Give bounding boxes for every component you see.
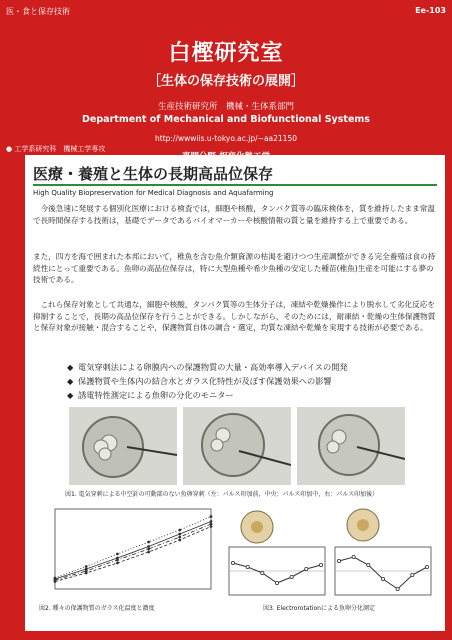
- fig2-data-point: [178, 536, 181, 539]
- lab-url[interactable]: http://wwwiis.u-tokyo.ac.jp/~aa21150: [155, 134, 297, 143]
- bullet-text: 誘電特性測定による魚卵の分化のモニター: [78, 390, 234, 400]
- fig3-data-point: [411, 573, 414, 576]
- egg-inset-yolk-2: [357, 519, 369, 531]
- fig3-data-point: [381, 577, 384, 580]
- fig3-data-point: [305, 567, 308, 570]
- fig2-data-point: [85, 570, 88, 573]
- fig2-data-point: [178, 529, 181, 532]
- title-underline: [33, 184, 437, 186]
- fig2-data-point: [116, 559, 119, 562]
- fig3-data-point: [367, 563, 370, 566]
- document-code: Ee-103: [415, 6, 446, 15]
- fig3-figure-svg: [223, 501, 439, 603]
- fig2-data-point: [210, 523, 213, 526]
- fig2-background: [33, 501, 221, 603]
- institute-japanese: 生産技術研究所 機械・生体系部門: [157, 102, 294, 112]
- fig3-data-point: [231, 561, 234, 564]
- fig2-data-point: [147, 551, 150, 554]
- institute-english: Department of Mechanical and Biofunctional Systems: [82, 114, 370, 125]
- bullet-diamond-icon: ◆: [67, 362, 74, 372]
- lab-title: 白樫研究室: [168, 41, 284, 66]
- bullet-item: [67, 360, 427, 374]
- fig2-data-point: [210, 520, 213, 523]
- egg-inset-yolk-1: [251, 521, 263, 533]
- fig2-data-point: [147, 548, 150, 551]
- affiliation: [6, 144, 105, 154]
- fig2-data-point: [178, 533, 181, 536]
- fig2-data-point: [210, 525, 213, 528]
- fig2-data-point: [147, 541, 150, 544]
- affiliation-text: 工学系研究科 機械工学専攻: [14, 145, 106, 153]
- bullet-diamond-icon: ◆: [67, 390, 74, 400]
- fig2-chart: [33, 501, 221, 603]
- lab-subtitle: ［生体の保存技術の展開］: [147, 74, 304, 89]
- fig1-caption: 図1. 電気穿刺による中空針の可動部のない魚卵穿刺（左：パルス印加前，中央：パルス印加中，右：パルス印加後）: [65, 491, 379, 498]
- fig3-data-point: [290, 575, 293, 578]
- affiliation-marker: ●: [6, 145, 13, 153]
- bullet-diamond-icon: ◆: [67, 376, 74, 386]
- category-label: 医・食と保存技術: [6, 7, 70, 16]
- fig3-data-point: [275, 581, 278, 584]
- fig3-data-point: [337, 559, 340, 562]
- fig2-data-point: [178, 539, 181, 542]
- paragraph-3: これら保存対象として共通な，細胞や核酸，タンパク質等の生体分子は，凍結や乾燥操作により脱水して劣化反応を抑制することで，長期の高品位保存を行うことができる。しかしながら，そのためには，耐凍結・乾燥の生体保護物質と保存対象が接触・混合することや，保護物質自体の調合・選定，均質な凍結や乾燥を実現する技術が必要である。: [33, 300, 436, 332]
- fig3-data-point: [352, 555, 355, 558]
- egg-photo-after: [297, 407, 405, 485]
- fig1-photos: [69, 407, 405, 485]
- fig3-data-point: [396, 587, 399, 590]
- fig3-data-point: [246, 565, 249, 568]
- bullet-text: 電気穿刺法による卵膜内への保護物質の大量・高効率導入デバイスの開発: [78, 362, 348, 372]
- egg-photo-during: [183, 407, 291, 485]
- bullet-text: 保護物質や生体内の結合水とガラス化特性が及ぼす保護効果への影響: [78, 376, 332, 386]
- bullet-item: [67, 388, 427, 402]
- fig3-caption: 図3. Electrorotationによる魚卵分化測定: [263, 605, 375, 612]
- fig2-data-point: [116, 553, 119, 556]
- main-subtitle-english: High Quality Biopreservation for Medical Diagnosis and Aquafarming: [33, 189, 274, 197]
- top-bar: [0, 0, 452, 22]
- fig2-chart-svg: [33, 501, 221, 603]
- fig2-data-point: [85, 565, 88, 568]
- paragraph-1: 今後急速に発展する個別化医療における検査では，細胞や核酸，タンパク質等の臨床検体を，質を維持したまま常温で長時間保存する技術は，基礎でデータであるバイオマーカーや核酸情報の質と量を維持する上で重要である。: [33, 204, 435, 225]
- bullet-item: [67, 374, 427, 388]
- fig3-data-point: [261, 571, 264, 574]
- fig2-data-point: [210, 515, 213, 518]
- fig3-data-point: [425, 565, 428, 568]
- fig2-data-point: [116, 562, 119, 565]
- egg-photo-before: [69, 407, 177, 485]
- bullet-list: [67, 360, 427, 402]
- paragraph-2: また，四方を海で囲まれた本邦において，稚魚を含む魚介類資源の枯渇を避けつつ生産調整ができる完全養殖は食の持続性にとって重要である。魚卵の高品位保存は，特に大型魚種や希少魚種の安定した種苗(稚魚)生産を可能にする夢の技術である。: [33, 252, 436, 284]
- fig3-data-point: [319, 563, 322, 566]
- content-panel: [25, 155, 445, 631]
- fig2-data-point: [147, 545, 150, 548]
- fig2-caption: 図2. 種々の保護物質のガラス化温度と濃度: [39, 605, 155, 612]
- main-title: 医療・養殖と生体の長期高品位保存: [33, 165, 274, 183]
- fig3-figure: [223, 501, 439, 603]
- fig2-data-point: [54, 579, 57, 582]
